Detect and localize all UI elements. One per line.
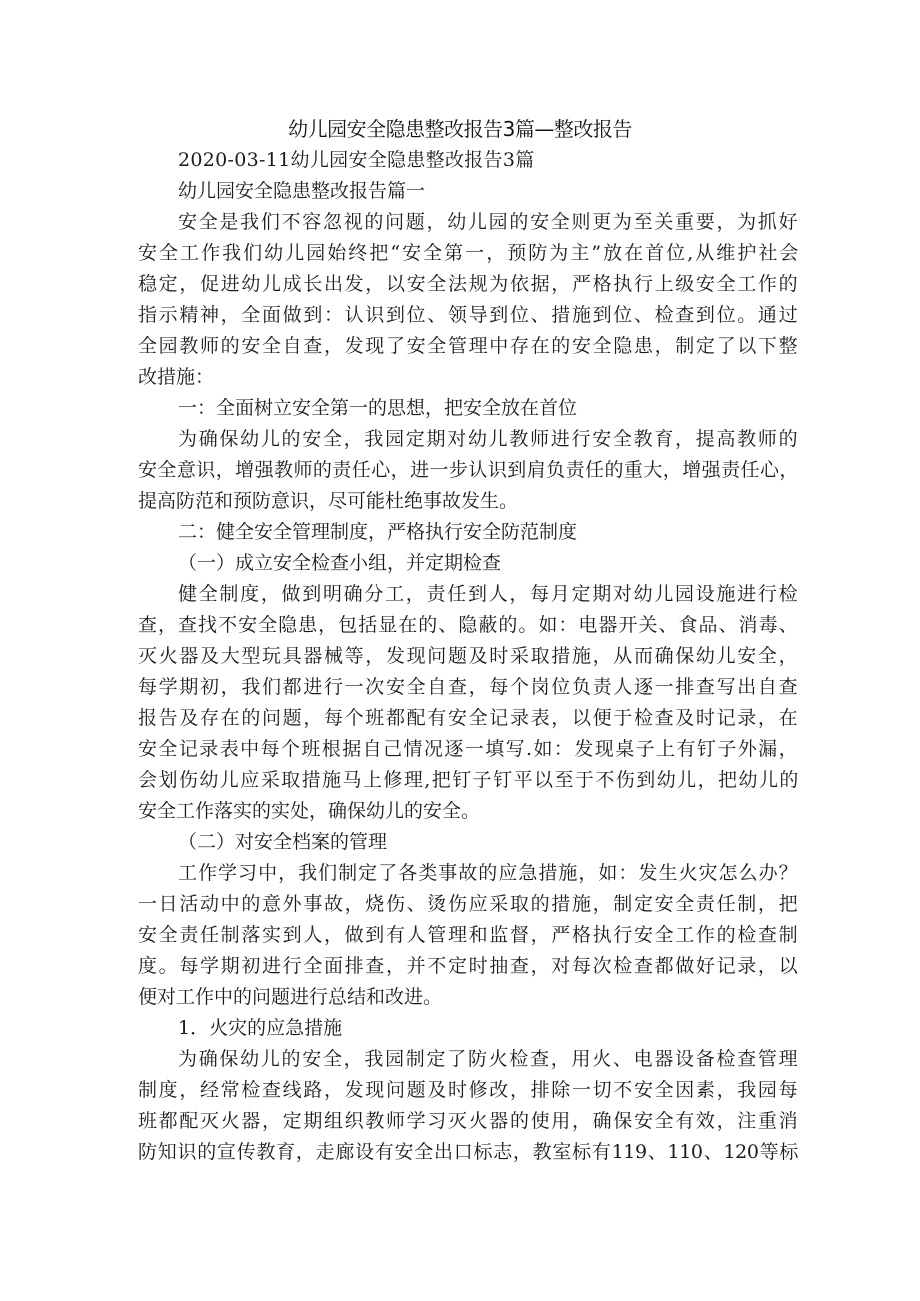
body-text-line: 安全责任制落实到人，做到有人管理和监督，严格执行安全工作的检查制 xyxy=(138,924,798,946)
body-text-line: 二：健全安全管理制度，严格执行安全防范制度 xyxy=(178,521,578,543)
body-text-line: 指示精神，全面做到：认识到位、领导到位、措施到位、检查到位。通过 xyxy=(138,304,798,326)
document-title: 幼儿园安全隐患整改报告3篇—整改报告 xyxy=(288,117,632,141)
body-text-line: 每学期初，我们都进行一次安全自查，每个岗位负责人逐一排查写出自查 xyxy=(138,676,798,698)
body-text-line: （二）对安全档案的管理 xyxy=(178,831,388,853)
body-text-line: 班都配灭火器，定期组织教师学习灭火器的使用，确保安全有效，注重消 xyxy=(138,1110,798,1132)
body-text-line: 全园教师的安全自查，发现了安全管理中存在的安全隐患，制定了以下整 xyxy=(138,335,798,357)
body-text-line: 便对工作中的问题进行总结和改进。 xyxy=(138,986,443,1008)
body-text-line: 一：全面树立安全第一的思想，把安全放在首位 xyxy=(178,397,578,419)
body-text-line: 健全制度，做到明确分工，责任到人，每月定期对幼儿园设施进行检 xyxy=(178,583,798,605)
body-text-line: 灭火器及大型玩具器械等，发现问题及时采取措施，从而确保幼儿安全， xyxy=(138,645,798,667)
body-text-line: 2020-03-11幼儿园安全隐患整改报告3篇 xyxy=(178,149,535,171)
document-body xyxy=(138,145,798,1168)
body-text-line: 为确保幼儿的安全，我园制定了防火检查，用火、电器设备检查管理 xyxy=(178,1048,798,1070)
body-text-line: 提高防范和预防意识，尽可能杜绝事故发生。 xyxy=(138,490,519,512)
body-text-line: 改措施： xyxy=(138,366,215,388)
body-text-line: 报告及存在的问题，每个班都配有安全记录表，以便于检查及时记录，在 xyxy=(138,707,798,729)
body-text-line: 查，查找不安全隐患，包括显在的、隐蔽的。如：电器开关、食品、消毒、 xyxy=(138,614,798,636)
body-text-line: 制度，经常检查线路，发现问题及时修改，排除一切不安全因素，我园每 xyxy=(138,1079,798,1101)
body-text-line: 安全工作落实的实处，确保幼儿的安全。 xyxy=(138,800,481,822)
body-text-line: 幼儿园安全隐患整改报告篇一 xyxy=(178,180,426,202)
body-text-line: 安全工作我们幼儿园始终把“安全第一，预防为主”放在首位,从维护社会 xyxy=(138,242,798,264)
body-text-line: 1．火灾的应急措施 xyxy=(178,1017,343,1039)
body-text-line: 稳定，促进幼儿成长出发，以安全法规为依据，严格执行上级安全工作的 xyxy=(138,273,798,295)
body-text-line: 防知识的宣传教育，走廊设有安全出口标志，教室标有119、110、120等标 xyxy=(138,1141,798,1163)
body-text-line: 为确保幼儿的安全，我园定期对幼儿教师进行安全教育，提高教师的 xyxy=(178,428,798,450)
body-text-line: 度。每学期初进行全面排查，并不定时抽查，对每次检查都做好记录，以 xyxy=(138,955,798,977)
body-text-line: 安全是我们不容忽视的问题，幼儿园的安全则更为至关重要，为抓好 xyxy=(178,211,798,233)
body-text-line: 会划伤幼儿应采取措施马上修理,把钉子钉平以至于不伤到幼儿，把幼儿的 xyxy=(138,769,798,791)
body-text-line: 一日活动中的意外事故，烧伤、烫伤应采取的措施，制定安全责任制，把 xyxy=(138,893,798,915)
body-text-line: 安全意识，增强教师的责任心，进一步认识到肩负责任的重大，增强责任心， xyxy=(138,459,798,481)
body-text-line: 工作学习中，我们制定了各类事故的应急措施，如：发生火灾怎么办？ xyxy=(178,862,798,884)
body-text-line: 安全记录表中每个班根据自己情况逐一填写.如：发现桌子上有钉子外漏， xyxy=(138,738,798,760)
body-text-line: （一）成立安全检查小组，并定期检查 xyxy=(178,552,502,574)
